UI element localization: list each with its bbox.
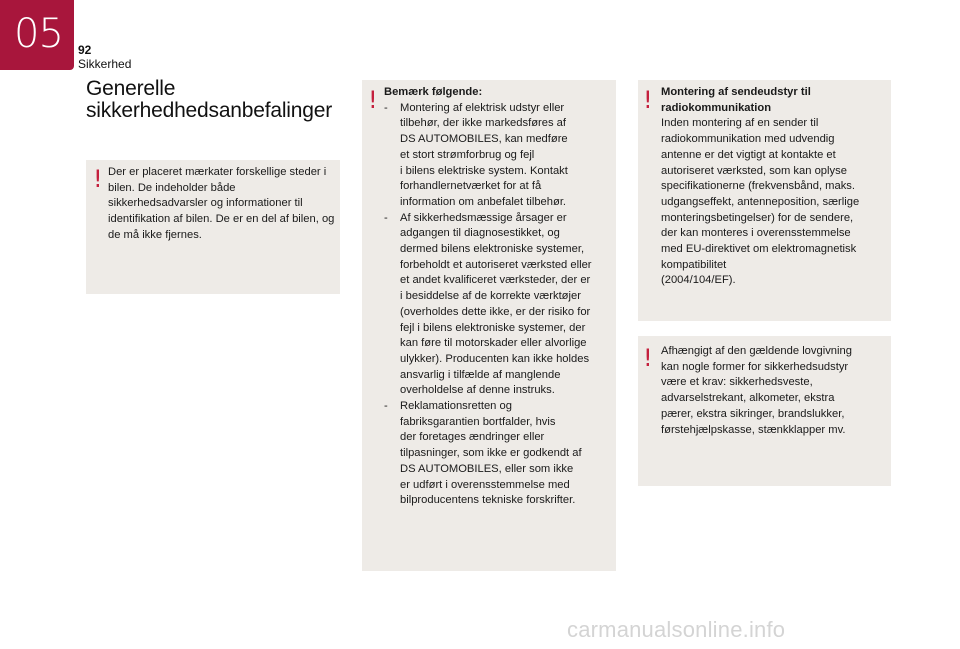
text-line: pærer, ekstra sikringer, brandslukker,: [661, 407, 845, 420]
text-line: fejl i bilens elektroniske systemer, der: [400, 321, 586, 334]
warning-icon: !: [368, 86, 378, 114]
text-line: Af sikkerhedsmæssige årsager er: [400, 211, 567, 224]
text-line: antenne er det vigtigt at kontakte et: [661, 148, 836, 161]
text-line: Reklamationsretten og: [400, 400, 512, 413]
text-line: DS AUTOMOBILES, kan medføre: [400, 133, 568, 146]
list-item: [384, 101, 614, 211]
text-line: kompatibilitet: [661, 258, 727, 271]
text-line: Inden montering af en sender til: [661, 117, 819, 130]
text-line: information om anbefalet tilbehør.: [400, 195, 567, 208]
chapter-number: 05: [14, 11, 63, 57]
text-line: radiokommunikation med udvendig: [661, 133, 835, 146]
text-line: et stort strømforbrug og fejl: [400, 148, 535, 161]
text-line: monteringsbetingelser) for de sendere,: [661, 211, 854, 224]
text-line: der foretages ændringer eller: [400, 431, 545, 444]
list-dash: -: [384, 101, 388, 114]
text-line: Afhængigt af den gældende lovgivning: [661, 345, 852, 357]
text-line: specifikationerne (frekvensbånd, maks.: [661, 180, 856, 193]
text-line: tilbehør, der ikke markedsføres af: [400, 117, 567, 130]
section-name: Sikkerhed: [78, 57, 132, 71]
text-line: i besiddelse af de korrekte værktøjer: [400, 290, 581, 303]
text-line: udgangseffekt, antenneposition, særlige: [661, 195, 860, 208]
list-item: [384, 399, 614, 509]
text-line: med EU-direktivet om elektromagnetisk: [661, 243, 857, 256]
page-title-line-1: Generelle: [86, 77, 176, 100]
list-dash: -: [384, 211, 388, 224]
page-title-line-2: sikkerhedhedsanbefalinger: [86, 99, 333, 122]
chapter-tab: [0, 0, 74, 70]
warning-icon: !: [643, 86, 653, 114]
text-line: førstehjælpskasse, stænkklapper mv.: [661, 423, 846, 436]
warning-icon: !: [93, 165, 103, 193]
notice-text-radio: [661, 85, 891, 289]
text-line: overholdelse af denne instruks.: [400, 384, 555, 397]
text-line: der kan monteres i overensstemmelse: [661, 227, 851, 240]
text-line: kan nogle former for sikkerhedsudstyr: [661, 360, 849, 373]
notice-heading: Bemærk følgende:: [384, 86, 483, 98]
text-line: bilproducentens tekniske forskrifter.: [400, 494, 576, 507]
text-line: et andet kvalificeret værksteder, der er: [400, 274, 591, 287]
text-line: fabriksgarantien bortfalder, hvis: [400, 415, 556, 428]
warning-icon: !: [643, 344, 653, 372]
text-line: tilpasninger, som ikke er godkendt af: [400, 447, 582, 460]
text-line: autoriseret værksted, som kan oplyse: [661, 164, 847, 177]
text-line: DS AUTOMOBILES, eller som ikke: [400, 462, 574, 475]
text-line: adgangen til diagnosestikket, og: [400, 227, 560, 240]
page-title: [86, 78, 356, 122]
text-line: forbeholdt et autoriseret værksted eller: [400, 258, 592, 271]
text-line: (2004/104/EF).: [661, 274, 736, 287]
text-line: i bilens elektriske system. Kontakt: [400, 164, 568, 177]
text-line: advarselstrekant, alkometer, ekstra: [661, 392, 835, 405]
list-dash: -: [384, 400, 388, 413]
text-line: ansvarlig i tilfælde af manglende: [400, 368, 561, 381]
notice-text-stickers: Der er placeret mærkater forskellige steder i bilen. De indeholder både sikkerhedsadvarsler og informationer til identifikation af bilen. De er en del af bilen, og de må ikke fjernes.: [108, 166, 335, 241]
watermark: carmanualsonline.info: [567, 617, 786, 642]
page-number: 92: [78, 43, 92, 57]
notice-text-equipment: [384, 85, 614, 509]
text-line: forhandlernetværket for at få: [400, 180, 542, 193]
text-line: er udført i overensstemmelse med: [400, 478, 570, 491]
text-line: dermed bilens elektroniske systemer,: [400, 243, 585, 256]
text-line: Montering af sendeudstyr til: [661, 86, 811, 98]
text-line: Montering af elektrisk udstyr eller: [400, 101, 565, 114]
text-line: radiokommunikation: [661, 101, 772, 114]
text-line: (overholdes dette ikke, er der risiko for: [400, 305, 591, 318]
notice-text-legal-equipment: [661, 344, 891, 438]
text-line: være et krav: sikkerhedsveste,: [661, 376, 813, 389]
text-line: kan føre til motorskader eller alvorlige: [400, 337, 587, 350]
list-item: [384, 211, 614, 399]
text-line: ulykker). Producenten kan ikke holdes: [400, 352, 590, 365]
